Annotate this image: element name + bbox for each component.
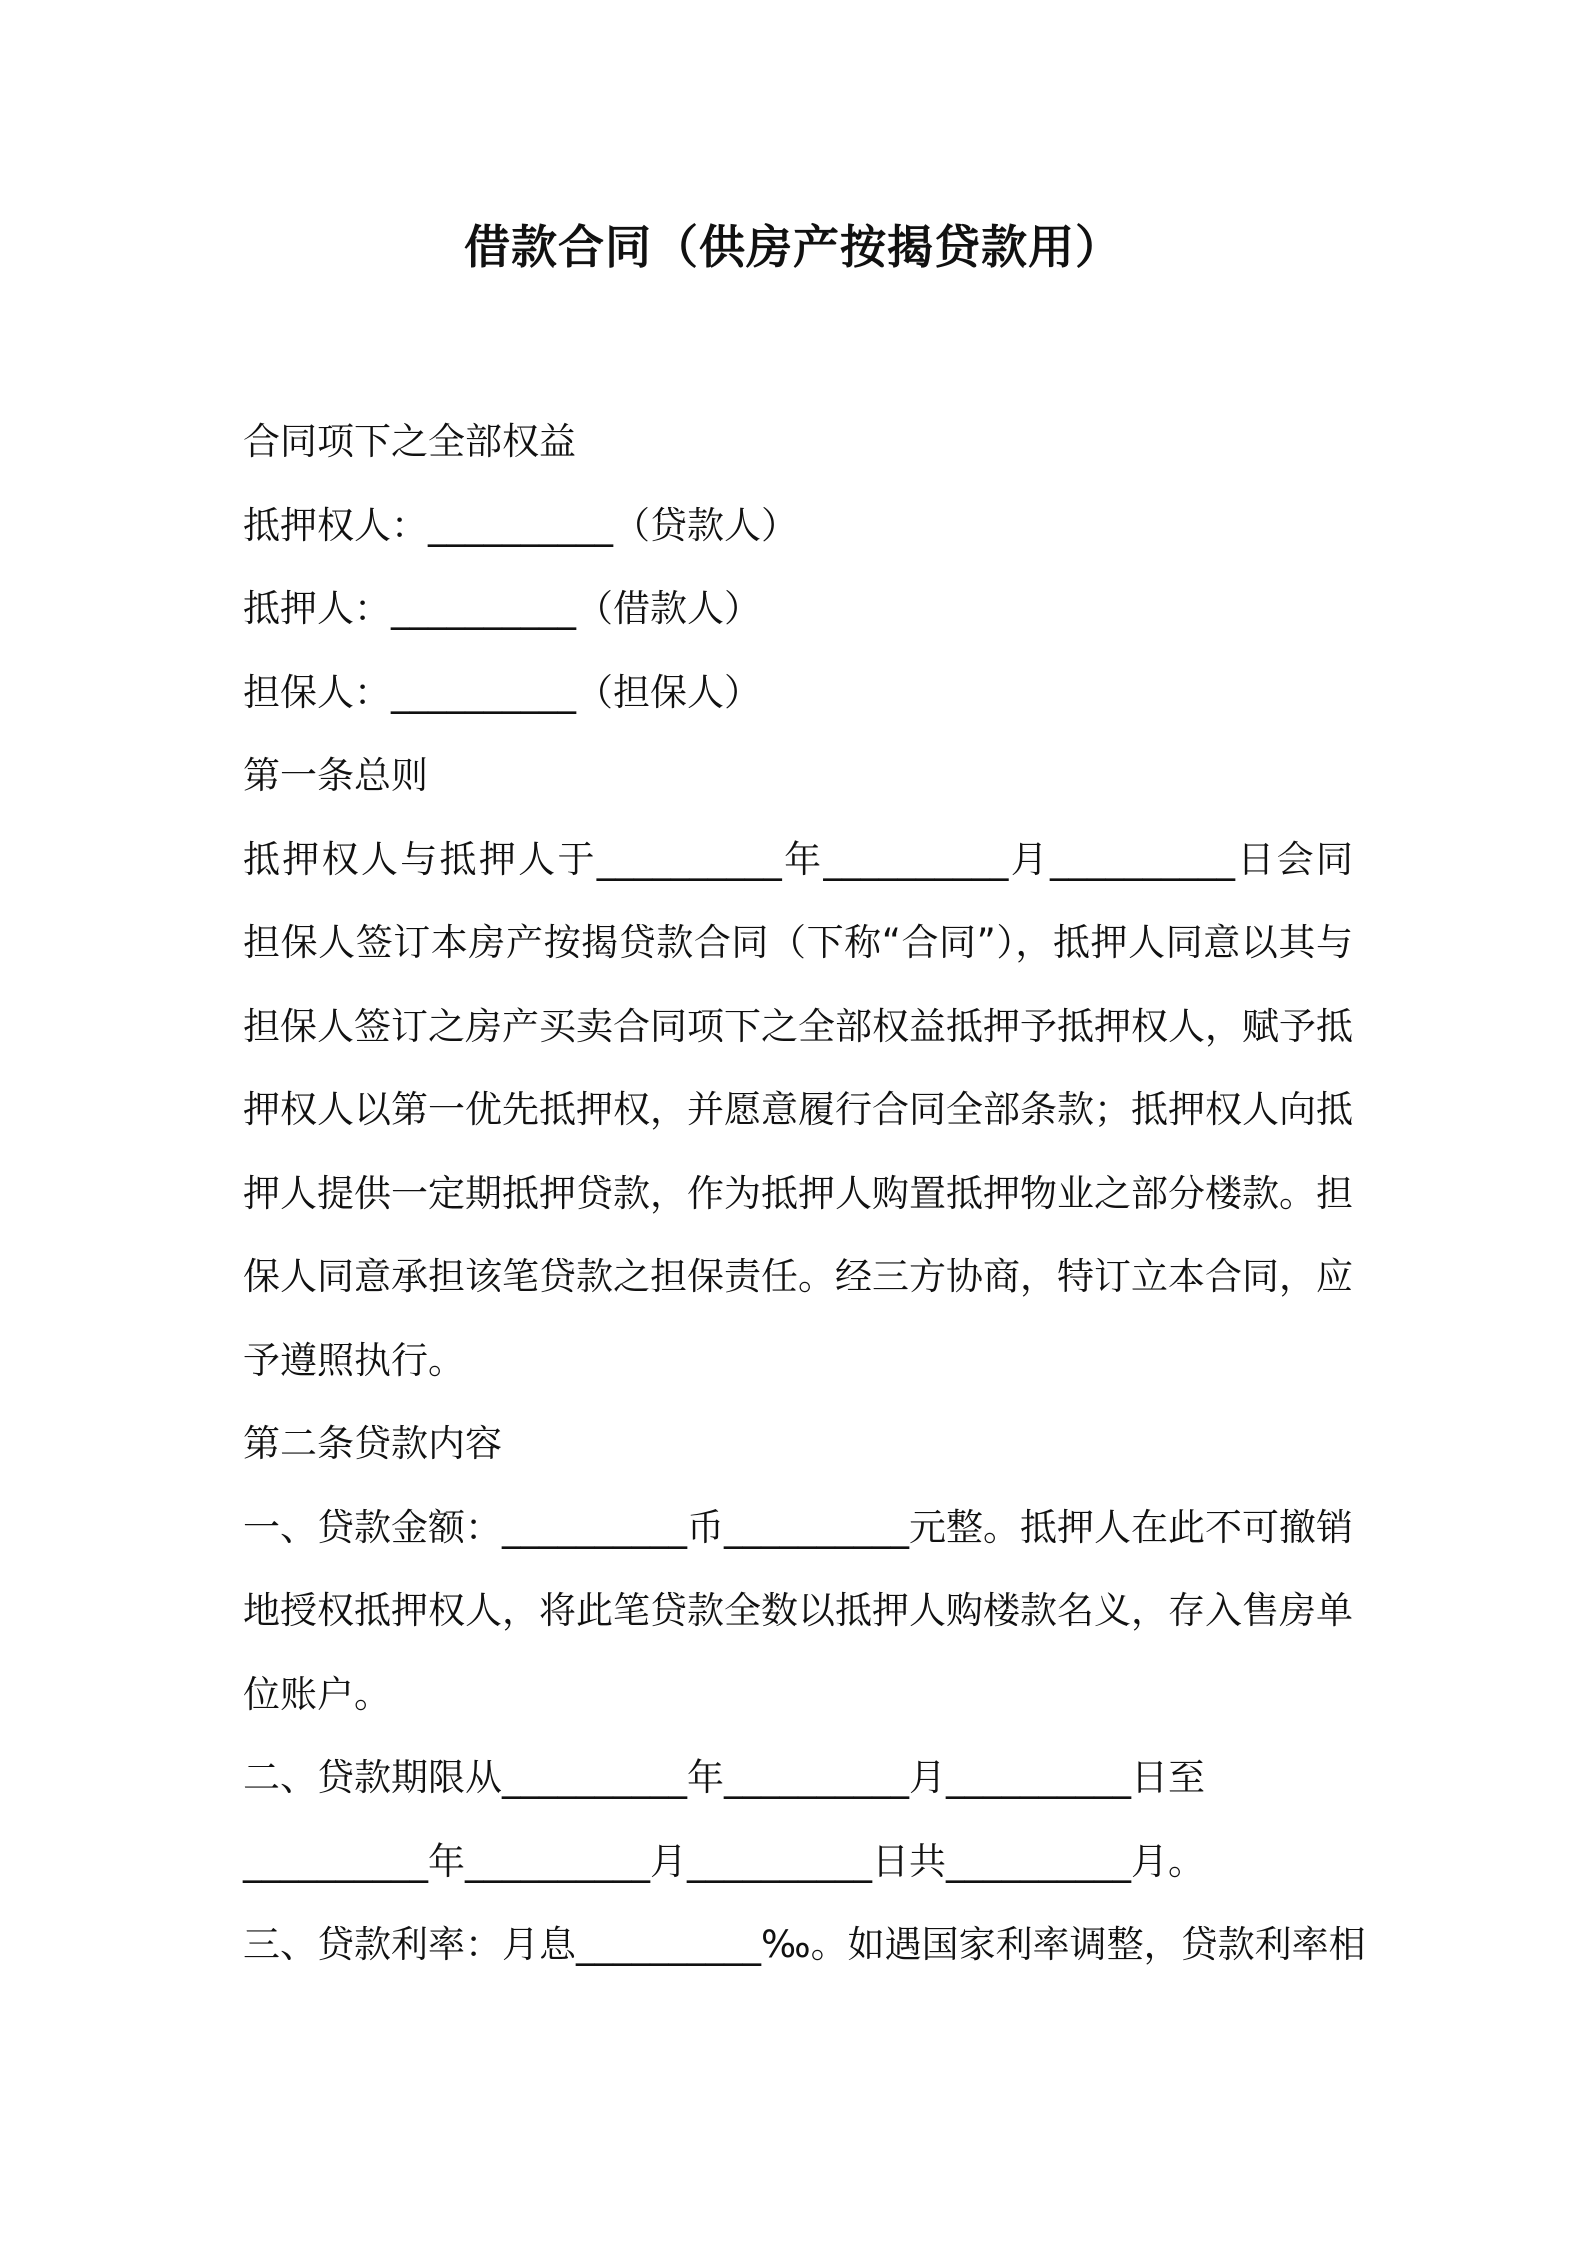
text-line: 抵押人：__________（借款人） xyxy=(243,587,761,630)
paragraph-line: 抵押权人与抵押人于__________年__________月__________日会同 xyxy=(243,837,1353,881)
paragraph-line: 押人提供一定期抵押贷款，作为抵押人购置抵押物业之部分楼款。担 xyxy=(243,1171,1353,1215)
text-line: 抵押权人：__________（贷款人） xyxy=(243,503,798,547)
paragraph-line: 地授权抵押权人，将此笔贷款全数以抵押人购楼款名义，存入售房单 xyxy=(243,1589,1353,1632)
paragraph-line: 担保人签订本房产按揭贷款合同（下称“合同”），抵押人同意以其与 xyxy=(243,921,1353,964)
paragraph-line: 保人同意承担该笔贷款之担保责任。经三方协商，特订立本合同，应 xyxy=(243,1255,1353,1298)
paragraph-line: 位账户。 xyxy=(243,1672,391,1716)
paragraph-line: __________年__________月__________日共__________月。 xyxy=(243,1839,1205,1883)
paragraph-line: 三、贷款利率：月息__________‰。如遇国家利率调整，贷款利率相 xyxy=(243,1923,1366,1966)
text-line: 合同项下之全部权益 xyxy=(243,420,576,463)
document-title: 借款合同（供房产按揭贷款用） xyxy=(464,220,1122,274)
document-body xyxy=(243,400,1366,1987)
paragraph-line: 担保人签订之房产买卖合同项下之全部权益抵押予抵押权人，赋予抵 xyxy=(243,1004,1353,1048)
text-line: 担保人：__________（担保人） xyxy=(243,670,761,714)
paragraph-line: 一、贷款金额：__________币__________元整。抵押人在此不可撤销 xyxy=(243,1505,1353,1549)
section-heading: 第二条贷款内容 xyxy=(243,1422,502,1465)
paragraph-line: 押权人以第一优先抵押权，并愿意履行合同全部条款；抵押权人向抵 xyxy=(243,1088,1353,1131)
paragraph-line: 予遵照执行。 xyxy=(243,1338,465,1382)
paragraph-line: 二、贷款期限从__________年__________月__________日至 xyxy=(243,1756,1205,1799)
section-heading: 第一条总则 xyxy=(243,754,428,797)
